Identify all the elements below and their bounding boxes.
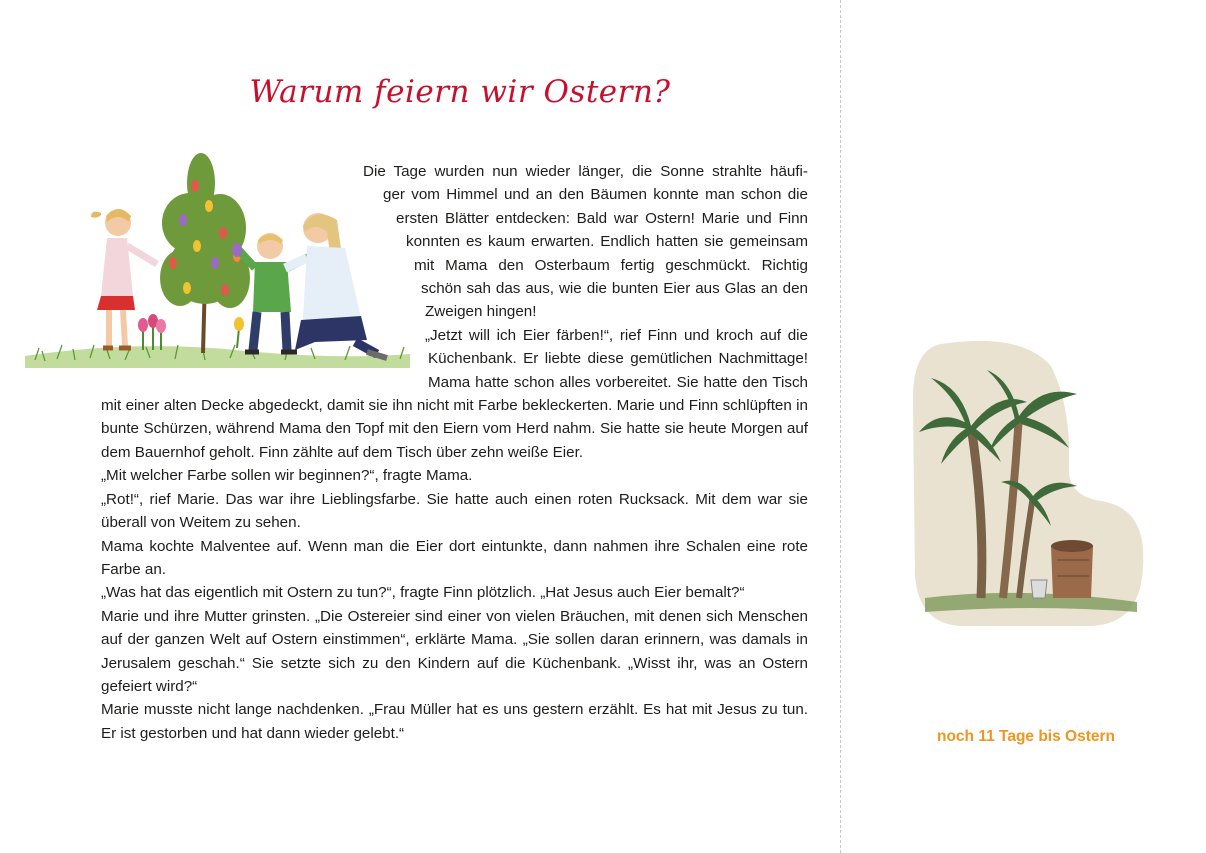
story-paragraph: Marie und ihre Mutter grinsten. „Die Ostereier sind einer von vielen Bräuchen, mit denen sich Menschen auf der ganzen Welt auf Ostern einstimmen“, erklärte Mama. „Sie sollen daran erinnern, was damals in Jerusalem geschah.“ Sie setzte sich zu den Kindern auf die Küchenbank. „Wisst ihr, was an Ostern gefeiert wird?“ <box>101 607 808 695</box>
story-wrapped-line: ger vom Himmel und an den Bäumen konnte man schon die <box>383 186 808 204</box>
story-wrapped-line: Die Tage wurden nun wieder länger, die Sonne strahlte häufi- <box>363 163 808 180</box>
story-paragraph: „Mit welcher Farbe sollen wir beginnen?“, fragte Mama. <box>101 467 473 485</box>
story-wrapped-line: schön sah das aus, wie die bunten Eier aus Glas an den <box>421 280 808 298</box>
story-wrapped-line: mit Mama den Osterbaum fertig geschmückt. Richtig <box>414 256 808 274</box>
story-paragraph: Marie musste nicht lange nachdenken. „Frau Müller hat es uns gestern erzählt. Es hat mit Jesus zu tun. Er ist gestorben und hat dann wieder gelebt.“ <box>101 701 808 742</box>
easter-countdown-label: noch 11 Tage bis Ostern <box>936 728 1115 745</box>
story-wrapped-line: Küchenbank. Er liebte diese gemütlichen Nachmittage! <box>428 350 808 368</box>
story-wrapped-line: konnten es kaum erwarten. Endlich hatten sie gemeinsam <box>406 233 808 251</box>
right-page <box>841 0 1206 853</box>
story-wrapped-line: ersten Blätter entdecken: Bald war Ostern! Marie und Finn <box>396 209 808 227</box>
story-paragraph: „Rot!“, rief Marie. Das war ihre Lieblingsfarbe. Sie hatte auch einen roten Rucksack. Mit dem war sie überall von Weitem zu sehen. <box>101 490 808 532</box>
story-wrapped-line: Zweigen hingen! <box>425 303 537 321</box>
story-text <box>101 160 808 745</box>
page-title: Warum feiern wir Ostern? <box>249 74 671 110</box>
story-paragraph: „Was hat das eigentlich mit Ostern zu tun?“, fragte Finn plötzlich. „Hat Jesus auch Eier bemalt?“ <box>101 584 745 602</box>
palm-trees-illustration <box>901 336 1149 630</box>
story-wrapped-line: „Jetzt will ich Eier färben!“, rief Finn und kroch auf die <box>425 326 808 344</box>
wrapped-lines <box>101 160 808 394</box>
story-paragraph: Mama kochte Malventee auf. Wenn man die Eier dort eintunkte, dann nahmen ihre Schalen eine rote Farbe an. <box>101 537 808 578</box>
story-paragraphs <box>101 394 808 745</box>
story-wrapped-line: Mama hatte schon alles vorbereitet. Sie hatte den Tisch <box>428 373 808 391</box>
story-paragraph: mit einer alten Decke abgedeckt, damit sie ihn nicht mit Farbe bekleckerten. Marie und Finn schlüpften in bunte Schürzen, während Mama den Topf mit den Eiern vom Herd nahm. Sie hatte sie heute Morgen auf dem Bauernhof geholt. Finn zählte auf dem Tisch über zehn weiße Eier. <box>101 397 808 461</box>
